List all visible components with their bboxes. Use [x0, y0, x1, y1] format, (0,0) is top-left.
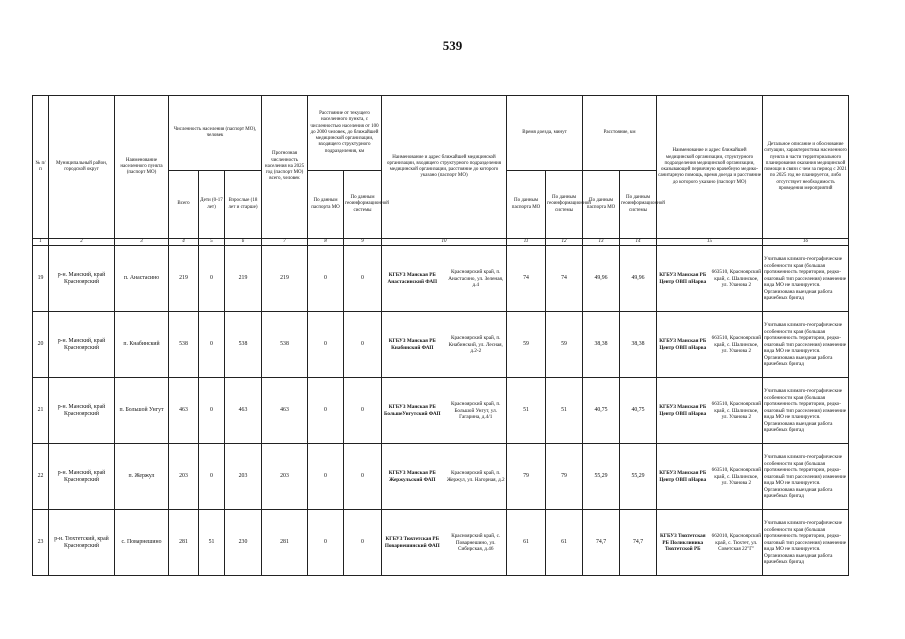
row-emergency-org	[657, 246, 763, 312]
colnum: 12	[546, 239, 583, 246]
row-dist-passport: 0	[308, 246, 344, 312]
row-km-geo: 55,29	[620, 444, 657, 510]
row-nearest-org	[382, 246, 507, 312]
table-row	[33, 246, 849, 312]
row-nearest-org	[382, 510, 507, 576]
page-number: 539	[442, 38, 463, 53]
row-time-passport: 74	[507, 246, 546, 312]
row-dist-passport: 0	[308, 312, 344, 378]
row-dist-geo: 0	[344, 510, 382, 576]
row-settlement: с. Поварнешино	[115, 510, 169, 576]
emergency-org-name: КГБУЗ Тюхтетская РБ Поликлиника Тюхтетской РБ	[659, 533, 706, 552]
row-dist-geo: 0	[344, 378, 382, 444]
colnum: 8	[308, 239, 344, 246]
row-km-passport: 74,7	[583, 510, 620, 576]
row-description: Учитывая климато-географические особенности края (большая протяженность территории, редко-очаговый тип расселения) изменение вида МО не планируется. Организована выездная работа врачебных бригад	[763, 378, 849, 444]
row-description: Учитывая климато-географические особенности края (большая протяженность территории, редко-очаговый тип расселения) изменение вида МО не планируется. Организована выездная работа врачебных бригад	[763, 444, 849, 510]
colnum: 14	[620, 239, 657, 246]
row-pop-total: 538	[169, 312, 199, 378]
table-row	[33, 312, 849, 378]
emergency-org-address: 663510, Красноярский край, с. Шалинское, ул. Уланова 2	[711, 269, 762, 288]
colnum: 9	[344, 239, 382, 246]
row-district: р-н. Тюхтетский, край Красноярский	[49, 510, 115, 576]
row-dist-passport: 0	[308, 510, 344, 576]
nearest-org-address: Красноярский край, п. Анастасино, ул. Зеленая, д.4	[448, 269, 504, 288]
row-pop-total: 281	[169, 510, 199, 576]
row-time-geo: 59	[546, 312, 583, 378]
emergency-org-address: 663510, Красноярский край, с. Шалинское, ул. Уланова 2	[711, 335, 762, 354]
row-nearest-org	[382, 312, 507, 378]
nearest-org-address: Красноярский край, с. Поварнешино, ул. Сибирская, д.46	[451, 533, 501, 552]
row-pop-adults: 463	[225, 378, 262, 444]
row-dist-geo: 0	[344, 444, 382, 510]
table-row	[33, 378, 849, 444]
row-dist-passport: 0	[308, 378, 344, 444]
colnum: 6	[225, 239, 262, 246]
header-time: Время доезда, минут	[507, 96, 583, 171]
nearest-org-name: КГБУЗ Манская РБ Кнабинский ФАП	[388, 338, 436, 351]
nearest-org-name: КГБУЗ Манская РБ Жержульский ФАП	[388, 470, 436, 483]
header-settlement: Наименование населенного пункта (паспорт МО)	[115, 96, 169, 239]
row-pop-children: 0	[199, 378, 225, 444]
colnum: 16	[763, 239, 849, 246]
header-km-passport: По данным паспорта МО	[583, 171, 620, 239]
header-district: Муниципальный район, городской округ	[49, 96, 115, 239]
row-time-passport: 51	[507, 378, 546, 444]
row-num: 21	[33, 378, 49, 444]
row-forecast: 281	[262, 510, 308, 576]
row-emergency-org	[657, 510, 763, 576]
row-km-passport: 38,38	[583, 312, 620, 378]
row-forecast: 463	[262, 378, 308, 444]
row-emergency-org	[657, 444, 763, 510]
header-pop-total: Всего	[169, 171, 199, 239]
colnum: 4	[169, 239, 199, 246]
row-dist-geo: 0	[344, 246, 382, 312]
row-pop-adults: 230	[225, 510, 262, 576]
table-row	[33, 510, 849, 576]
nearest-org-name: КГБУЗ Манская РБ Анастасинский ФАП	[387, 272, 438, 285]
row-time-geo: 61	[546, 510, 583, 576]
colnum: 10	[382, 239, 507, 246]
row-pop-total: 203	[169, 444, 199, 510]
emergency-org-address: 662010, Красноярский край, с. Тюхтет, ул. Советская 22"Г"	[711, 533, 762, 552]
header-time-geo: По данным геоинформационной системы	[546, 171, 583, 239]
row-time-geo: 51	[546, 378, 583, 444]
row-num: 19	[33, 246, 49, 312]
row-district: р-н. Манский, край Красноярский	[49, 246, 115, 312]
row-dist-passport: 0	[308, 444, 344, 510]
row-km-geo: 38,38	[620, 312, 657, 378]
row-emergency-org	[657, 378, 763, 444]
row-nearest-org	[382, 444, 507, 510]
row-km-passport: 40,75	[583, 378, 620, 444]
row-forecast: 219	[262, 246, 308, 312]
header-forecast: Прогнозная численность населения на 2025 год (паспорт МО) всего, человек	[262, 96, 308, 239]
header-dist-passport: По данным паспорта МО	[308, 171, 344, 239]
row-pop-total: 219	[169, 246, 199, 312]
row-pop-children: 0	[199, 312, 225, 378]
colnum: 5	[199, 239, 225, 246]
row-km-passport: 49,96	[583, 246, 620, 312]
nearest-org-name: КГБУЗ Манская РБ БольшеУнгутский ФАП	[384, 404, 441, 417]
emergency-org-address: 663510, Красноярский край, с. Шалинское, ул. Уланова 2	[711, 401, 762, 420]
header-population: Численность населения (паспорт МО), человек	[169, 96, 262, 171]
row-num: 23	[33, 510, 49, 576]
row-num: 22	[33, 444, 49, 510]
colnum: 2	[49, 239, 115, 246]
header-emergency-org: Наименование и адрес ближайшей медицинской организации, структурного подразделения медицинской организации, оказывающей первичную врачебную медико-санитарную помощь, время доезда и расстояние до которого указано (паспорт МО)	[657, 96, 763, 239]
row-pop-children: 51	[199, 510, 225, 576]
header-pop-children: Дети (0-17 лет)	[199, 171, 225, 239]
header-dist-geo: По данным геоинформационной системы	[344, 171, 382, 239]
nearest-org-address: Красноярский край, п. Кнабинский, ул. Лесная, д.2-2	[448, 335, 503, 354]
emergency-org-address: 663510, Красноярский край, с. Шалинское, ул. Уланова 2	[711, 467, 762, 486]
row-district: р-н. Манский, край Красноярский	[49, 312, 115, 378]
row-nearest-org	[382, 378, 507, 444]
colnum: 11	[507, 239, 546, 246]
row-district: р-н. Манский, край Красноярский	[49, 378, 115, 444]
row-forecast: 203	[262, 444, 308, 510]
row-pop-adults: 538	[225, 312, 262, 378]
header-distance-km: Расстояние, км	[583, 96, 657, 171]
emergency-org-name: КГБУЗ Манская РБ Центр ОВП пНарва	[659, 404, 707, 417]
emergency-org-name: КГБУЗ Манская РБ Центр ОВП пНарва	[659, 338, 707, 351]
colnum: 15	[657, 239, 763, 246]
row-num: 20	[33, 312, 49, 378]
row-description: Учитывая климато-географические особенности края (большая протяженность территории, редко-очаговый тип расселения) изменение вида МО не планируется. Организована выездная работа врачебных бригад	[763, 312, 849, 378]
row-time-passport: 79	[507, 444, 546, 510]
nearest-org-name: КГБУЗ Тюхтетская РБ Поварнешинский ФАП	[384, 536, 440, 549]
emergency-org-name: КГБУЗ Манская РБ Центр ОВП пНарва	[659, 470, 707, 483]
row-district: р-н. Манский, край Красноярский	[49, 444, 115, 510]
row-emergency-org	[657, 312, 763, 378]
emergency-org-name: КГБУЗ Манская РБ Центр ОВП пНарва	[659, 272, 707, 285]
row-pop-total: 463	[169, 378, 199, 444]
header-km-geo: По данным геоинформационной системы	[620, 171, 657, 239]
row-settlement: п. Анастасино	[115, 246, 169, 312]
row-pop-children: 0	[199, 246, 225, 312]
row-km-passport: 55,29	[583, 444, 620, 510]
row-settlement: п. Жержул	[115, 444, 169, 510]
colnum: 3	[115, 239, 169, 246]
row-km-geo: 74,7	[620, 510, 657, 576]
colnum: 7	[262, 239, 308, 246]
nearest-org-address: Красноярский край, п. Большой Унгут, ул. Гагарина, д.4/1	[451, 401, 501, 420]
row-km-geo: 49,96	[620, 246, 657, 312]
row-settlement: п. Большой Унгут	[115, 378, 169, 444]
row-time-passport: 61	[507, 510, 546, 576]
row-pop-children: 0	[199, 444, 225, 510]
row-time-geo: 74	[546, 246, 583, 312]
row-time-passport: 59	[507, 312, 546, 378]
header-distance: Расстояние от текущего населенного пункта, с численностью населения от 100 до 2000 человек, до ближайшей медицинской организации, входящего структурного подразделения, км	[308, 96, 382, 171]
row-description: Учитывая климато-географические особенности края (большая протяженность территории, редко-очаговый тип расселения) изменение вида МО не планируется. Организована выездная работа врачебных бригад	[763, 246, 849, 312]
colnum: 13	[583, 239, 620, 246]
header-nearest-org: Наименование и адрес ближайшей медицинской организации, входящего структурного подразделения медицинской организации, расстояние до которого указано (паспорт МО)	[382, 96, 507, 239]
medical-organizations-table	[32, 95, 849, 576]
nearest-org-address: Красноярский край, п. Жержул, ул. Нагорная, д.2	[446, 470, 505, 483]
row-description: Учитывая климато-географические особенности края (большая протяженность территории, редко-очаговый тип расселения) изменение вида МО не планируется. Организована выездная работа врачебных бригад	[763, 510, 849, 576]
row-pop-adults: 203	[225, 444, 262, 510]
row-forecast: 538	[262, 312, 308, 378]
row-settlement: п. Кнабинский	[115, 312, 169, 378]
header-time-passport: По данным паспорта МО	[507, 171, 546, 239]
row-time-geo: 79	[546, 444, 583, 510]
colnum: 1	[33, 239, 49, 246]
header-description: Детальное описание и обоснование ситуации, характеристика населенного пункта в части территориального планирования оказания медицинской помощи в связи с чем за период с 2021 по 2025 год не планируется, либо отсутствует необходимость проведения мероприятий	[763, 96, 849, 239]
row-dist-geo: 0	[344, 312, 382, 378]
header-pop-adults: Взрослые (18 лет и старше)	[225, 171, 262, 239]
row-km-geo: 40,75	[620, 378, 657, 444]
row-pop-adults: 219	[225, 246, 262, 312]
table-row	[33, 444, 849, 510]
header-num: № п/ п	[33, 96, 49, 239]
